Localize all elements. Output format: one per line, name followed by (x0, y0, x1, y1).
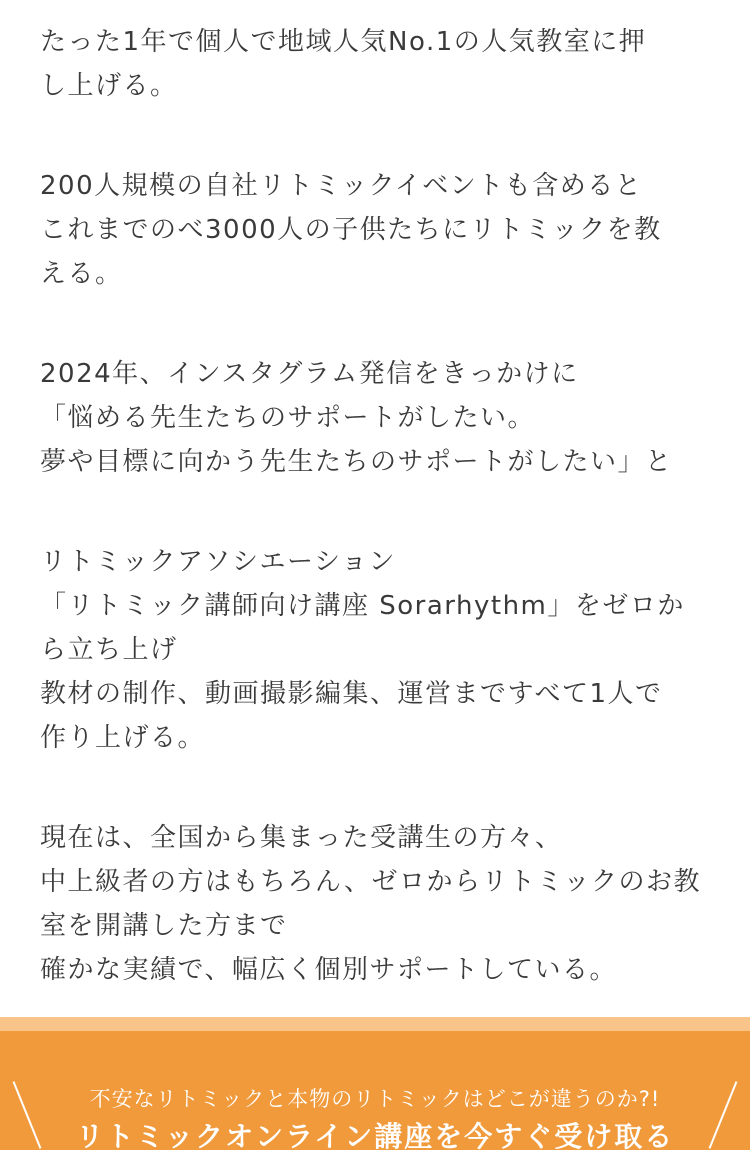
cta-label: リトミックオンライン講座を今すぐ受け取る (75, 1120, 675, 1153)
text-line: 夢や目標に向かう先生たちのサポートがしたい」と (40, 447, 673, 477)
text-line: 教材の制作、動画撮影編集、運営まですべて1人で (40, 679, 663, 709)
text-line: 現在は、全国から集まった受講生の方々、 (40, 823, 563, 853)
text-line: ら立ち上げ (40, 635, 178, 665)
article-body (40, 20, 720, 1048)
text-line: 中上級者の方はもちろん、ゼロからリトミックのお教 (40, 867, 702, 897)
paragraph-achievement (40, 20, 720, 108)
text-line: 作り上げる。 (40, 723, 206, 753)
text-line: 「悩める先生たちのサポートがしたい。 (40, 403, 536, 433)
text-line: たった1年で個人で地域人気No.1の人気教室に押 (40, 27, 647, 57)
paragraph-instagram (40, 352, 720, 484)
cta-subtitle: 不安なリトミックと本物のリトミックはどこが違うのか?! (89, 1087, 661, 1111)
text-line: える。 (40, 259, 123, 289)
paragraph-association (40, 540, 720, 760)
text-line: 2024年、インスタグラム発信をきっかけに (40, 359, 579, 389)
text-line: し上げる。 (40, 71, 178, 101)
text-line: 200人規模の自社リトミックイベントも含めると (40, 171, 643, 201)
text-line: 「リトミック講師向け講座 Sorarhythm」をゼロか (40, 591, 685, 621)
text-line: これまでのべ3000人の子供たちにリトミックを教 (40, 215, 662, 245)
text-line: リトミックアソシエーション (40, 547, 396, 577)
course-cta-button[interactable] (0, 1031, 750, 1153)
paragraph-current (40, 816, 720, 992)
cta-top-strip (0, 1017, 750, 1031)
cta-section (0, 1017, 750, 1153)
text-line: 確かな実績で、幅広く個別サポートしている。 (40, 955, 617, 985)
text-line: 室を開講した方まで (40, 911, 288, 941)
paragraph-event (40, 164, 720, 296)
